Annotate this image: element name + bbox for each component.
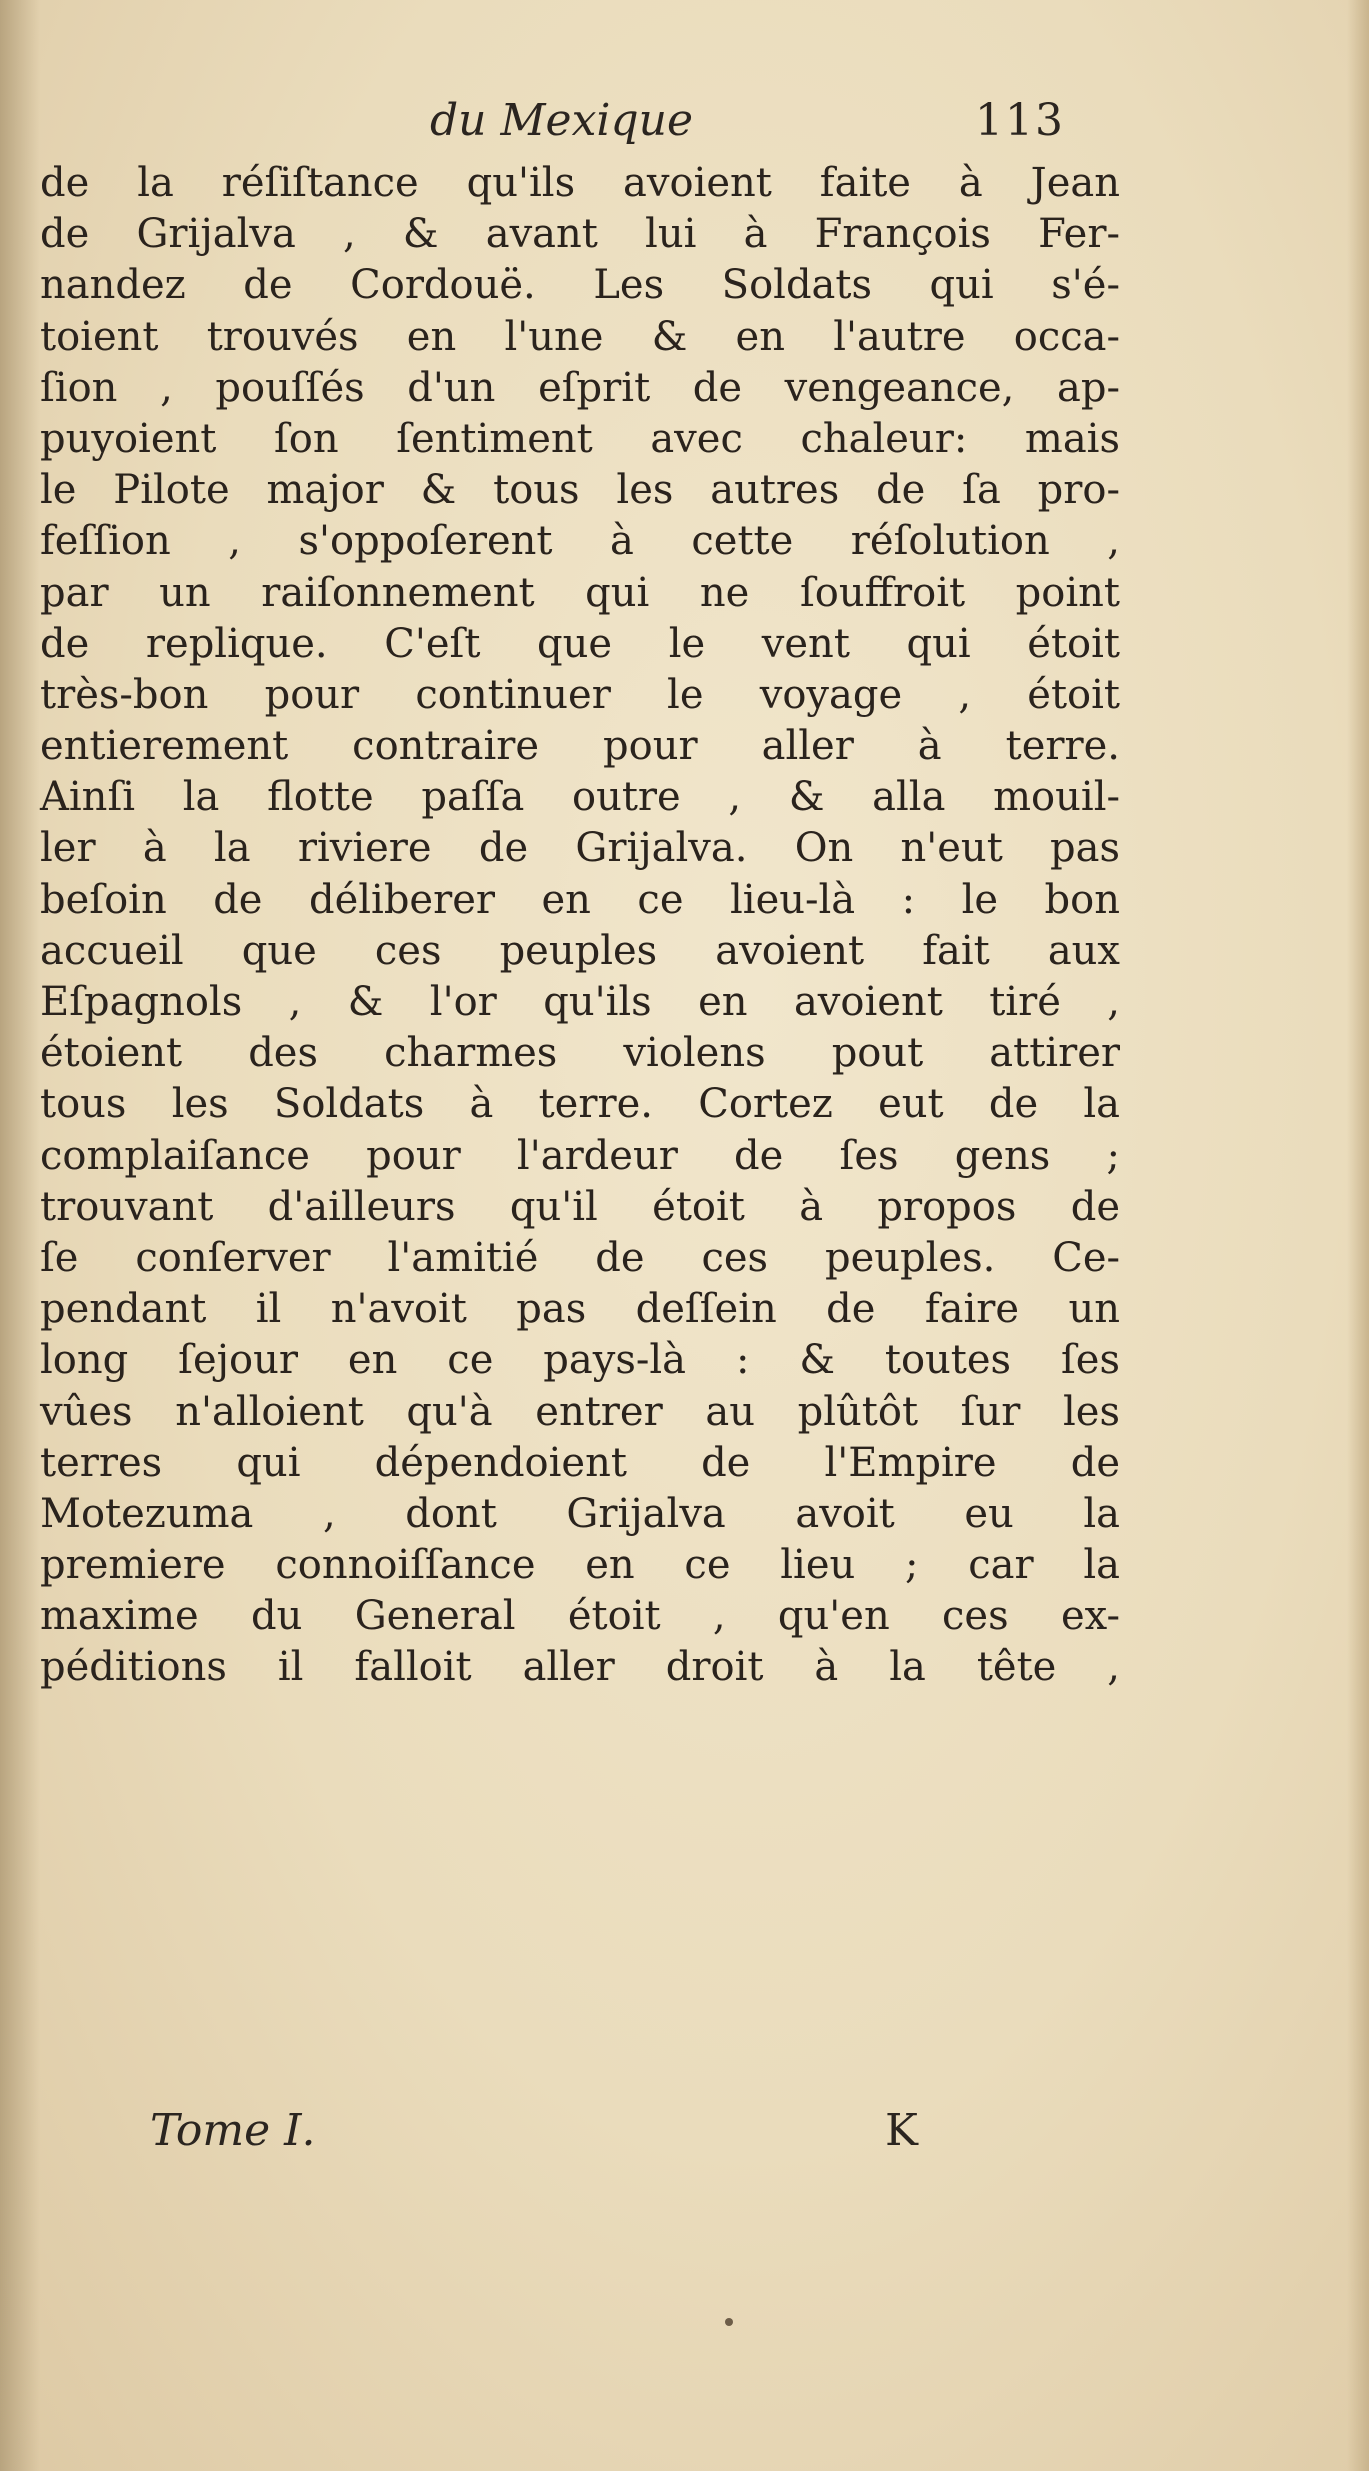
text-line: ſe conſerver l'amitié de ces peuples. Ce-	[40, 1234, 1120, 1281]
page-edge-shadow	[1347, 0, 1369, 2471]
ink-speck	[725, 2318, 733, 2326]
volume-signature: Tome I.	[150, 2105, 316, 2156]
text-line: beſoin de déliberer en ce lieu-là : le bon	[40, 876, 1120, 923]
text-line: premiere connoiſſance en ce lieu ; car la	[40, 1542, 1120, 1589]
text-line: toient trouvés en l'une & en l'autre occa-	[40, 313, 1120, 360]
text-line: maxime du General étoit , qu'en ces ex-	[40, 1593, 1120, 1640]
text-line: étoient des charmes violens pout attirer	[40, 1030, 1120, 1077]
text-line: le Pilote major & tous les autres de ſa pro-	[40, 467, 1120, 514]
text-line: péditions il falloit aller droit à la tête ,	[40, 1644, 1120, 1691]
text-line: tous les Soldats à terre. Cortez eut de la	[40, 1081, 1120, 1128]
text-line: ler à la riviere de Grijalva. On n'eut pas	[40, 825, 1120, 872]
text-line: très-bon pour continuer le voyage , étoit	[40, 671, 1120, 718]
text-line: par un raiſonnement qui ne ſouffroit point	[40, 569, 1120, 616]
text-line: de la réſiſtance qu'ils avoient faite à Jean	[40, 160, 1120, 206]
text-line: complaiſance pour l'ardeur de ſes gens ;	[40, 1132, 1120, 1179]
text-line: Motezuma , dont Grijalva avoit eu la	[40, 1490, 1120, 1537]
text-line: long ſejour en ce pays-là : & toutes ſes	[40, 1337, 1120, 1384]
gathering-signature: K	[885, 2105, 918, 2156]
text-line: entierement contraire pour aller à terre.	[40, 723, 1120, 770]
text-line: vûes n'alloient qu'à entrer au plûtôt ſur les	[40, 1388, 1120, 1435]
text-line: Ainſi la flotte paſſa outre , & alla mouil-	[40, 774, 1120, 821]
page-footer	[0, 2105, 1369, 2165]
text-line: Eſpagnols , & l'or qu'ils en avoient tiré ,	[40, 979, 1120, 1025]
text-line: de replique. C'eſt que le vent qui étoit	[40, 620, 1120, 667]
page-number: 113	[975, 95, 1065, 146]
text-line: pendant il n'avoit pas deſſein de faire un	[40, 1286, 1120, 1333]
text-line: accueil que ces peuples avoient fait aux	[40, 927, 1120, 974]
text-line: feſſion , s'oppoſerent à cette réſolution ,	[40, 518, 1120, 565]
page-header	[0, 95, 1369, 155]
running-head: du Mexique	[430, 95, 694, 146]
gutter-shadow	[0, 0, 40, 2471]
text-line: puyoient ſon ſentiment avec chaleur: mais	[40, 415, 1120, 462]
body-text	[40, 158, 1120, 1694]
text-line: de Grijalva , & avant lui à François Fer-	[40, 211, 1120, 258]
text-line: nandez de Cordouë. Les Soldats qui s'é-	[40, 262, 1120, 309]
text-line: terres qui dépendoient de l'Empire de	[40, 1439, 1120, 1486]
text-line: trouvant d'ailleurs qu'il étoit à propos de	[40, 1183, 1120, 1230]
text-line: ſion , pouſſés d'un eſprit de vengeance, ap-	[40, 364, 1120, 411]
